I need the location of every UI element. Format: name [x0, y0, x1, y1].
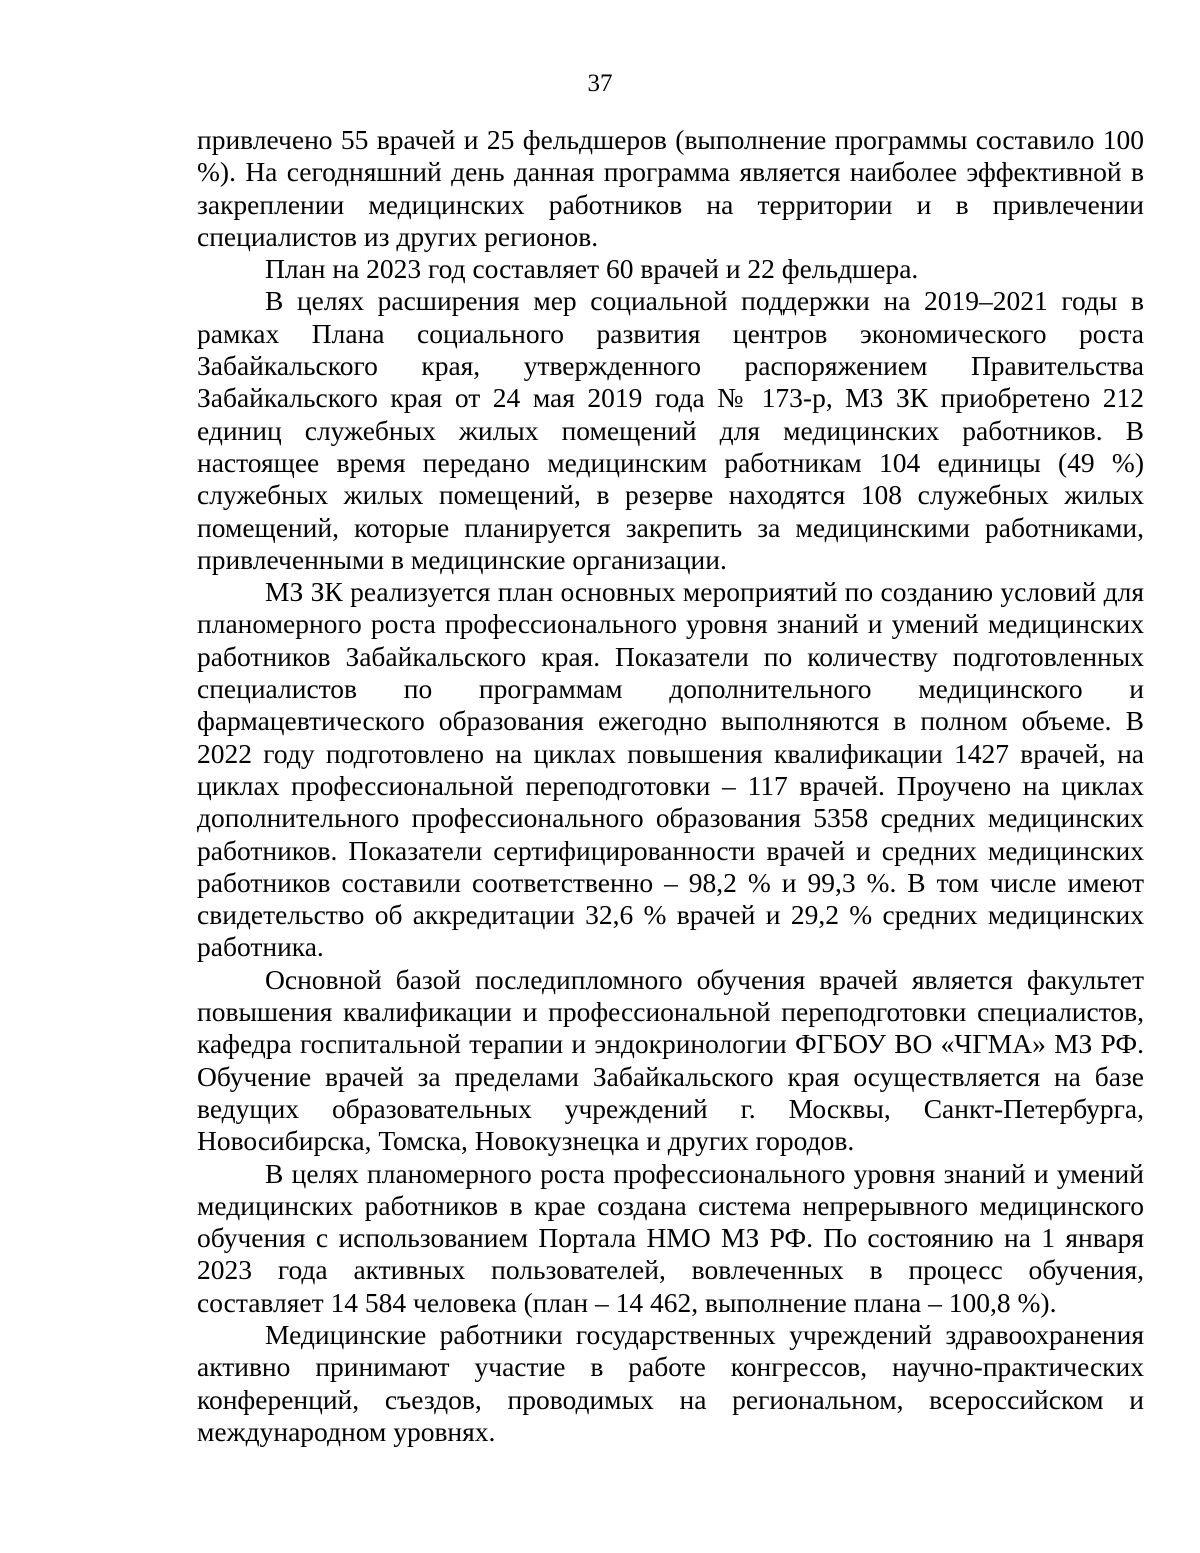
paragraph-social-support: В целях расширения мер социальной поддержки на 2019–2021 годы в рамках Плана социального развития центров экономического роста Забайкальского края, утвержденного распоряжением Правительства Забайкальского края от 24 мая 2019 года № 173-р, МЗ ЗК приобретено 212 единиц служебных жилых помещений для медицинских работников. В настоящее время передано медицинским работникам 104 единицы (49 %) служебных жилых помещений, в резерве находятся 108 служебных жилых помещений, которые планируется закрепить за медицинскими работниками, привлеченными в медицинские организации. — [197, 285, 1144, 575]
page-number: 37 — [587, 70, 613, 97]
paragraph-continuation: привлечено 55 врачей и 25 фельдшеров (выполнение программы составило 100 %). На сегодняшний день данная программа является наиболее эффективной в закреплении медицинских работников на территории и в привлечении специалистов из других регионов. — [197, 124, 1144, 252]
paragraph-professional-training: МЗ ЗК реализуется план основных мероприятий по созданию условий для планомерного роста профессионального уровня знаний и умений медицинских работников Забайкальского края. Показатели по количеству подготовленных специалистов по программам дополнительного медицинского и фармацевтического образования ежегодно выполняются в полном объеме. В 2022 году подготовлено на циклах повышения квалификации 1427 врачей, на циклах профессиональной переподготовки – 117 врачей. Проучено на циклах дополнительного профессионального образования 5358 средних медицинских работников. Показатели сертифицированности врачей и средних медицинских работников составили соответственно – 98,2 % и 99,3 %. В том числе имеют свидетельство об аккредитации 32,6 % врачей и 29,2 % средних медицинских работника. — [197, 576, 1144, 963]
body-text — [197, 124, 1144, 1448]
paragraph-postgraduate-education: Основной базой последипломного обучения врачей является факультет повышения квалификации и профессиональной переподготовки специалистов, кафедра госпитальной терапии и эндокринологии ФГБОУ ВО «ЧГМА» МЗ РФ. Обучение врачей за пределами Забайкальского края осуществляется на базе ведущих образовательных учреждений г. Москвы, Санкт-Петербурга, Новосибирска, Томска, Новокузнецка и других городов. — [197, 963, 1144, 1157]
paragraph-continuing-education: В целях планомерного роста профессионального уровня знаний и умений медицинских работников в крае создана система непрерывного медицинского обучения с использованием Портала НМО МЗ РФ. По состоянию на 1 января 2023 года активных пользователей, вовлеченных в процесс обучения, составляет 14 584 человека (план – 14 462, выполнение плана – 100,8 %). — [197, 1157, 1144, 1318]
paragraph-plan-2023: План на 2023 год составляет 60 врачей и 22 фельдшера. — [265, 253, 919, 285]
paragraph-conferences: Медицинские работники государственных учреждений здравоохранения активно принимают участие в работе конгрессов, научно-практических конференций, съездов, проводимых на региональном, всероссийском и международном уровнях. — [197, 1318, 1144, 1447]
